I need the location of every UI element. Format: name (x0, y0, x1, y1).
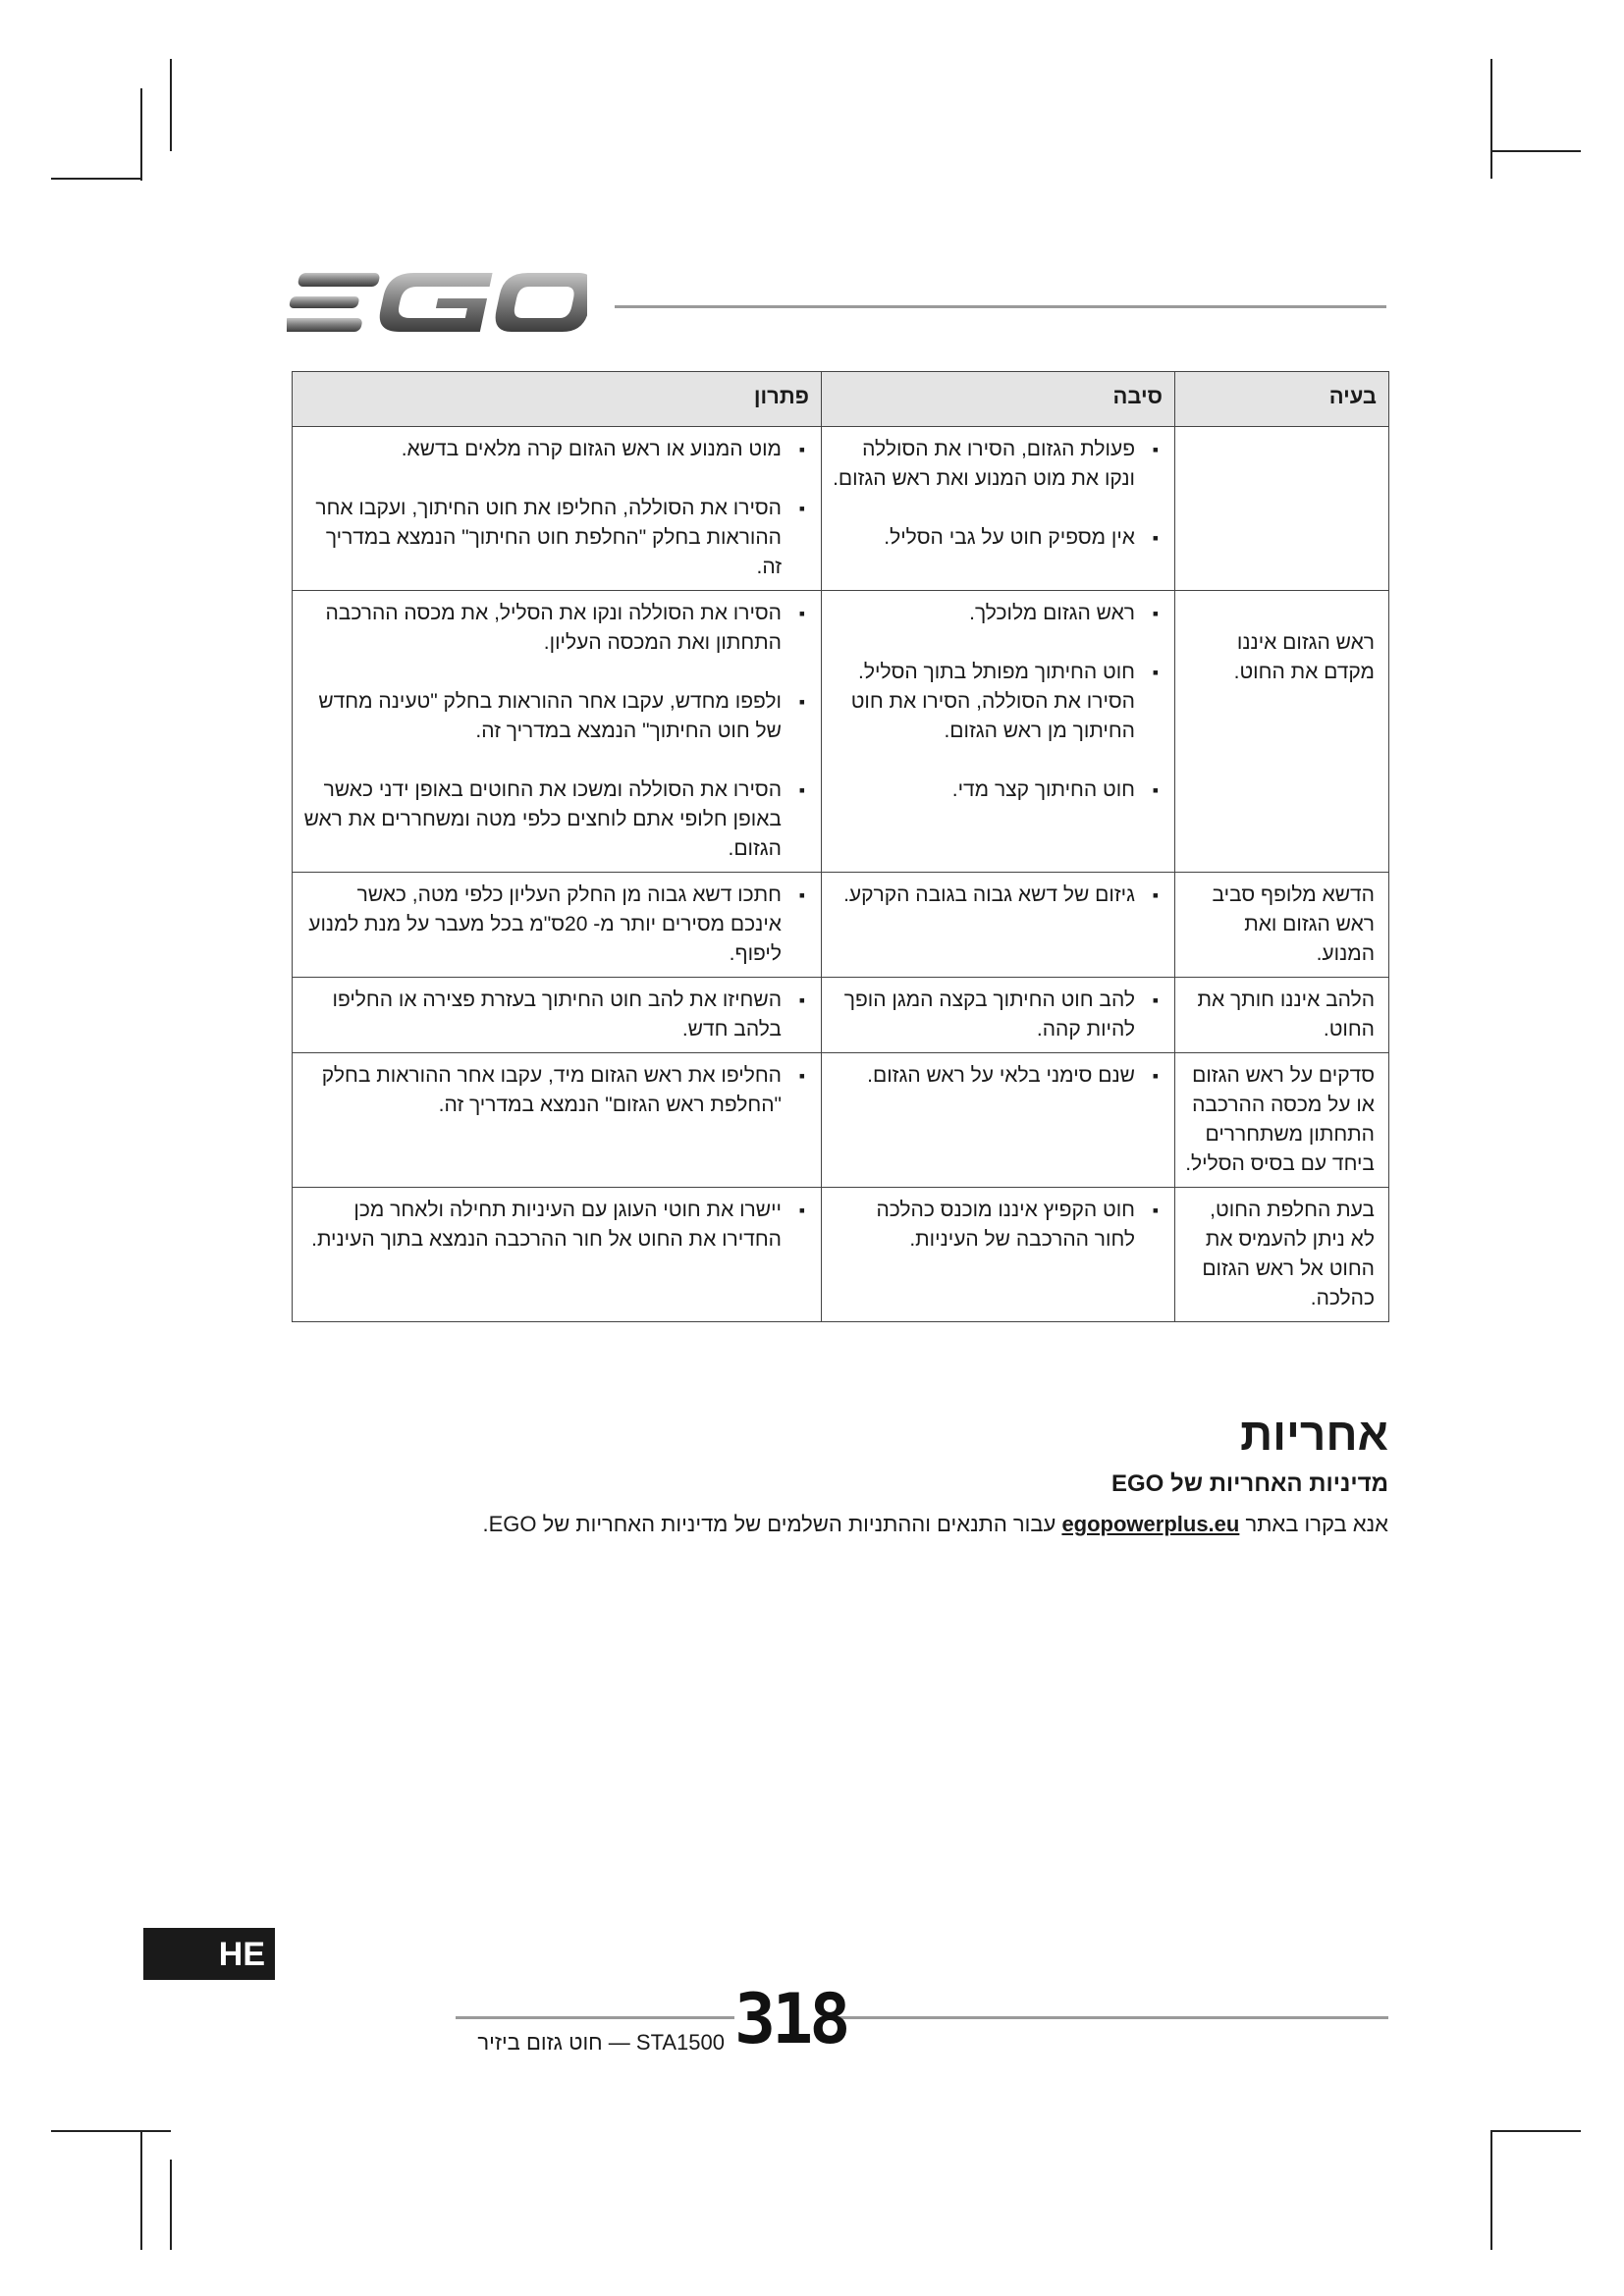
cause-cell (822, 1053, 1175, 1188)
cause-item: ▪ פעולת הגזום, הסירו את הסוללה ונקו את מוט המנוע ואת ראש הגזום. (832, 435, 1161, 494)
cause-item: ▪ להב חוט החיתוך בקצה המגן הופך להיות קהה. (832, 986, 1161, 1044)
cause-cell (822, 427, 1175, 591)
header-rule (615, 305, 1386, 308)
solution-item: ▪ ולפפו מחדש, עקבו אחר ההוראות בחלק "טעינה מחדש של חוט החיתוך" הנמצא במדריך זה. (302, 687, 807, 746)
crop-mark (51, 2130, 171, 2132)
crop-mark (1490, 2130, 1581, 2132)
solution-cell (293, 1053, 822, 1188)
table-header-row (293, 372, 1389, 427)
problem-cell: סדקים על ראש הגזום או על מכסה ההרכבה התחתון משתחררים ביחד עם בסיס הסליל. (1175, 1053, 1389, 1188)
solution-item: ▪ הסירו את הסוללה ומשכו את החוטים באופן ידני כאשר באופן חלופי אתם לוחצים כלפי מטה ומשחררים את ראש הגזום. (302, 775, 807, 864)
crop-mark (140, 2130, 142, 2250)
language-badge: HE (143, 1928, 275, 1980)
table-row (293, 1053, 1389, 1188)
solution-item: ▪ החליפו את ראש הגזום מיד, עקבו אחר ההוראות בחלק "החלפת ראש הגזום" הנמצא במדריך זה. (302, 1061, 807, 1120)
page-number: 318 (734, 1979, 847, 2059)
solution-item: ▪ השחיזו את להב חוט החיתוך בעזרת פצירה או החליפו בלהב חדש. (302, 986, 807, 1044)
cause-item: ▪ ראש הגזום מלוכלך. (832, 599, 1161, 628)
cause-item: ▪ חוט החיתוך מפותל בתוך הסליל. הסירו את הסוללה, הסירו את חוט החיתוך מן ראש הגזום. (832, 658, 1161, 746)
cause-cell (822, 591, 1175, 873)
table-row (293, 978, 1389, 1053)
warranty-text-after: עבור התנאים וההתניות השלמים של מדיניות האחריות של EGO. (482, 1512, 1056, 1536)
solution-cell (293, 873, 822, 978)
warranty-text (482, 1512, 1388, 1537)
warranty-title: אחריות (1240, 1409, 1388, 1460)
solution-item: ▪ הסירו את הסוללה, החליפו את חוט החיתוך, ועקבו אחר ההוראות בחלק "החלפת חוט החיתוך" הנמצא במדריך זה. (302, 494, 807, 582)
cause-cell (822, 873, 1175, 978)
troubleshooting-table (292, 371, 1389, 1322)
table-row (293, 1188, 1389, 1322)
problem-text: ראש הגזום איננו מקדם את החוט. (1233, 631, 1375, 683)
problem-cell: בעת החלפת החוט, לא ניתן להעמיס את החוט אל ראש הגזום כהלכה. (1175, 1188, 1389, 1322)
solution-cell (293, 1188, 822, 1322)
crop-mark (170, 59, 172, 151)
cause-item: ▪ גיזום של דשא גבוה בגובה הקרקע. (832, 881, 1161, 910)
ego-logo (287, 271, 587, 336)
crop-mark (1490, 59, 1492, 179)
cause-cell (822, 978, 1175, 1053)
table-row (293, 591, 1389, 873)
column-header-problem: בעיה (1175, 372, 1389, 427)
solution-cell (293, 427, 822, 591)
warranty-text-before: אנא בקרו באתר (1245, 1512, 1388, 1536)
table-row (293, 873, 1389, 978)
cause-item: ▪ שנם סימני בלאי על ראש הגזום. (832, 1061, 1161, 1091)
problem-cell (1175, 591, 1389, 873)
solution-item: ▪ חתכו דשא גבוה מן החלק העליון כלפי מטה, כאשר אינכם מסירים יותר מ- 20ס"מ בכל מעבר על מנת למנוע ליפוף. (302, 881, 807, 969)
crop-mark (170, 2160, 172, 2250)
problem-cell: הלהב איננו חותך את החוט. (1175, 978, 1389, 1053)
warranty-subtitle: מדיניות האחריות של EGO (1110, 1470, 1388, 1497)
crop-mark (1490, 150, 1581, 152)
solution-cell (293, 978, 822, 1053)
cause-item: ▪ חוט הקפיץ איננו מוכנס כהלכה לחור ההרכבה של העיניות. (832, 1196, 1161, 1255)
solution-item: ▪ יישרו את חוטי העוגן עם העיניות תחילה ולאחר מכן החדירו את החוט אל חור ההרכבה הנמצא בתוך העינית. (302, 1196, 807, 1255)
footer-rule (456, 2016, 1388, 2019)
column-header-solution: פתרון (293, 372, 822, 427)
table-row (293, 427, 1389, 591)
problem-cell (1175, 427, 1389, 591)
crop-mark (1490, 2130, 1492, 2250)
footer-product-text: חוט גזום ביזיר — STA1500 (477, 2030, 725, 2055)
warranty-link[interactable]: egopowerplus.eu (1061, 1512, 1240, 1536)
solution-item: ▪ הסירו את הסוללה ונקו את הסליל, את מכסה ההרכבה התחתון ואת המכסה העליון. (302, 599, 807, 658)
problem-cell: הדשא מלופף סביב ראש הגזום ואת המנוע. (1175, 873, 1389, 978)
cause-item: ▪ חוט החיתוך קצר מדי. (832, 775, 1161, 805)
cause-item: ▪ אין מספיק חוט על גבי הסליל. (832, 523, 1161, 553)
cause-cell (822, 1188, 1175, 1322)
solution-item: ▪ מוט המנוע או ראש הגזום קרה מלאים בדשא. (302, 435, 807, 464)
solution-cell (293, 591, 822, 873)
crop-mark (51, 178, 141, 180)
column-header-cause: סיבה (822, 372, 1175, 427)
crop-mark (140, 88, 142, 181)
